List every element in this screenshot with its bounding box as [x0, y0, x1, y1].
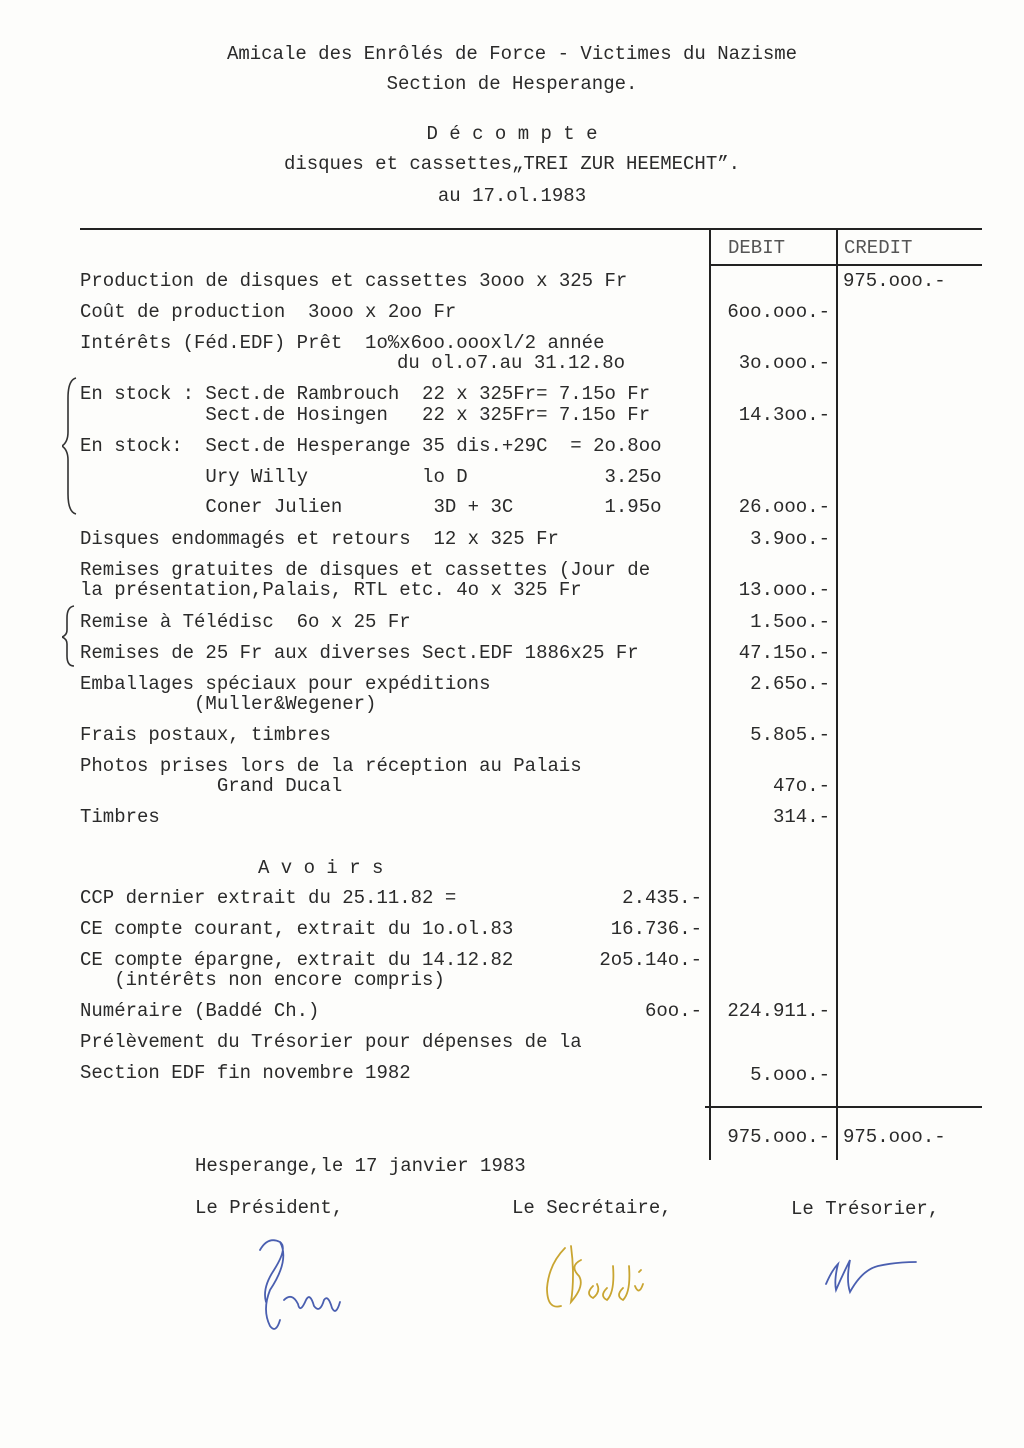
- debit-column-left-rule: [709, 228, 711, 1160]
- president-signature: [240, 1230, 360, 1350]
- debit-photos: 47o.-: [772, 775, 830, 797]
- line-ce-courant: CE compte courant, extrait du 1o.ol.83: [80, 918, 514, 940]
- debit-interest: 3o.ooo.-: [738, 352, 830, 374]
- organization-name: Amicale des Enrôlés de Force - Victimes du Nazisme: [226, 43, 798, 65]
- line-numeraire: Numéraire (Baddé Ch.): [80, 1000, 320, 1022]
- line-packaging-vendor: (Muller&Wegener): [80, 693, 377, 715]
- line-free-discounts: Remises gratuites de disques et cassettes (Jour de: [80, 559, 651, 581]
- line-stock-hesperange: En stock: Sect.de Hesperange 35 dis.+29C = 2o.8oo: [80, 435, 662, 457]
- debit-column-header: DEBIT: [728, 237, 786, 259]
- line-packaging: Emballages spéciaux pour expéditions: [80, 673, 491, 695]
- column-header-rule: [710, 264, 982, 266]
- avoirs-heading: A v o i r s: [258, 857, 384, 879]
- amount-ccp: 2.435.-: [622, 887, 702, 909]
- credit-total: 975.ooo.-: [843, 1126, 946, 1148]
- line-ccp: CCP dernier extrait du 25.11.82 =: [80, 887, 457, 909]
- line-teledisc: Remise à Télédisc 6o x 25 Fr: [80, 611, 411, 633]
- section-name: Section de Hesperange.: [386, 73, 638, 95]
- remise-brace-icon: [62, 604, 78, 668]
- totals-rule: [705, 1106, 982, 1108]
- line-photos-cont: Grand Ducal: [80, 775, 343, 797]
- debit-total: 975.ooo.-: [727, 1126, 830, 1148]
- credit-production: 975.ooo.-: [843, 270, 946, 292]
- president-label: Le Président,: [195, 1197, 344, 1219]
- credit-column-header: CREDIT: [844, 237, 913, 259]
- debit-stock-1: 14.3oo.-: [738, 404, 830, 426]
- place-and-date: Hesperange,le 17 janvier 1983: [195, 1155, 526, 1177]
- debit-free-discounts: 13.ooo.-: [738, 579, 830, 601]
- line-stock-hosingen: Sect.de Hosingen 22 x 325Fr= 7.15o Fr: [80, 404, 651, 426]
- line-stock-rambrouch: En stock : Sect.de Rambrouch 22 x 325Fr= 7.15o Fr: [80, 383, 651, 405]
- stock-brace-icon: [62, 376, 80, 516]
- treasurer-label: Le Trésorier,: [791, 1198, 940, 1220]
- line-interest-period: du ol.o7.au 31.12.8o: [397, 352, 626, 374]
- secretary-signature: [535, 1236, 665, 1326]
- debit-remises-sections: 47.15o.-: [738, 642, 830, 664]
- debit-stamps: 314.-: [772, 806, 830, 828]
- debit-postage: 5.8o5.-: [750, 724, 830, 746]
- line-photos: Photos prises lors de la réception au Palais: [80, 755, 582, 777]
- debit-teledisc: 1.5oo.-: [750, 611, 830, 633]
- line-stock-ury: Ury Willy lo D 3.25o: [80, 466, 662, 488]
- amount-numeraire: 6oo.-: [644, 1000, 702, 1022]
- line-treasurer-withdrawal: Prélèvement du Trésorier pour dépenses de la: [80, 1031, 582, 1053]
- debit-stock-2: 26.ooo.-: [738, 496, 830, 518]
- table-top-rule: [80, 228, 982, 230]
- debit-avoirs-total: 224.911.-: [727, 1000, 830, 1022]
- treasurer-signature: [812, 1240, 932, 1310]
- secretary-label: Le Secrétaire,: [512, 1197, 672, 1219]
- debit-packaging: 2.65o.-: [750, 673, 830, 695]
- line-production: Production de disques et cassettes 3ooo x 325 Fr: [80, 270, 628, 292]
- credit-column-left-rule: [836, 228, 838, 1160]
- line-treasurer-withdrawal-cont: Section EDF fin novembre 1982: [80, 1062, 411, 1084]
- line-production-cost: Coût de production 3ooo x 2oo Fr: [80, 301, 457, 323]
- amount-ce-epargne: 2o5.14o.-: [599, 949, 702, 971]
- document-title: D é c o m p t e: [426, 123, 598, 145]
- debit-treasurer-withdrawal: 5.ooo.-: [750, 1064, 830, 1086]
- line-ce-epargne: CE compte épargne, extrait du 14.12.82: [80, 949, 514, 971]
- line-free-discounts-cont: la présentation,Palais, RTL etc. 4o x 325 Fr: [80, 579, 582, 601]
- line-stamps: Timbres: [80, 806, 160, 828]
- amount-ce-courant: 16.736.-: [610, 918, 702, 940]
- line-remises-sections: Remises de 25 Fr aux diverses Sect.EDF 1886x25 Fr: [80, 642, 639, 664]
- line-postage: Frais postaux, timbres: [80, 724, 331, 746]
- debit-production-cost: 6oo.ooo.-: [727, 301, 830, 323]
- document-subject: disques et cassettes„TREI ZUR HEEMECHT”.: [283, 153, 741, 175]
- debit-damaged-returns: 3.9oo.-: [750, 528, 830, 550]
- line-damaged-returns: Disques endommagés et retours 12 x 325 Fr: [80, 528, 559, 550]
- line-ce-epargne-note: (intérêts non encore compris): [80, 969, 445, 991]
- line-interest: Intérêts (Féd.EDF) Prêt 1o%x6oo.oooxl/2 année: [80, 332, 605, 354]
- document-date: au 17.ol.1983: [437, 185, 587, 207]
- line-stock-coner: Coner Julien 3D + 3C 1.95o: [80, 496, 662, 518]
